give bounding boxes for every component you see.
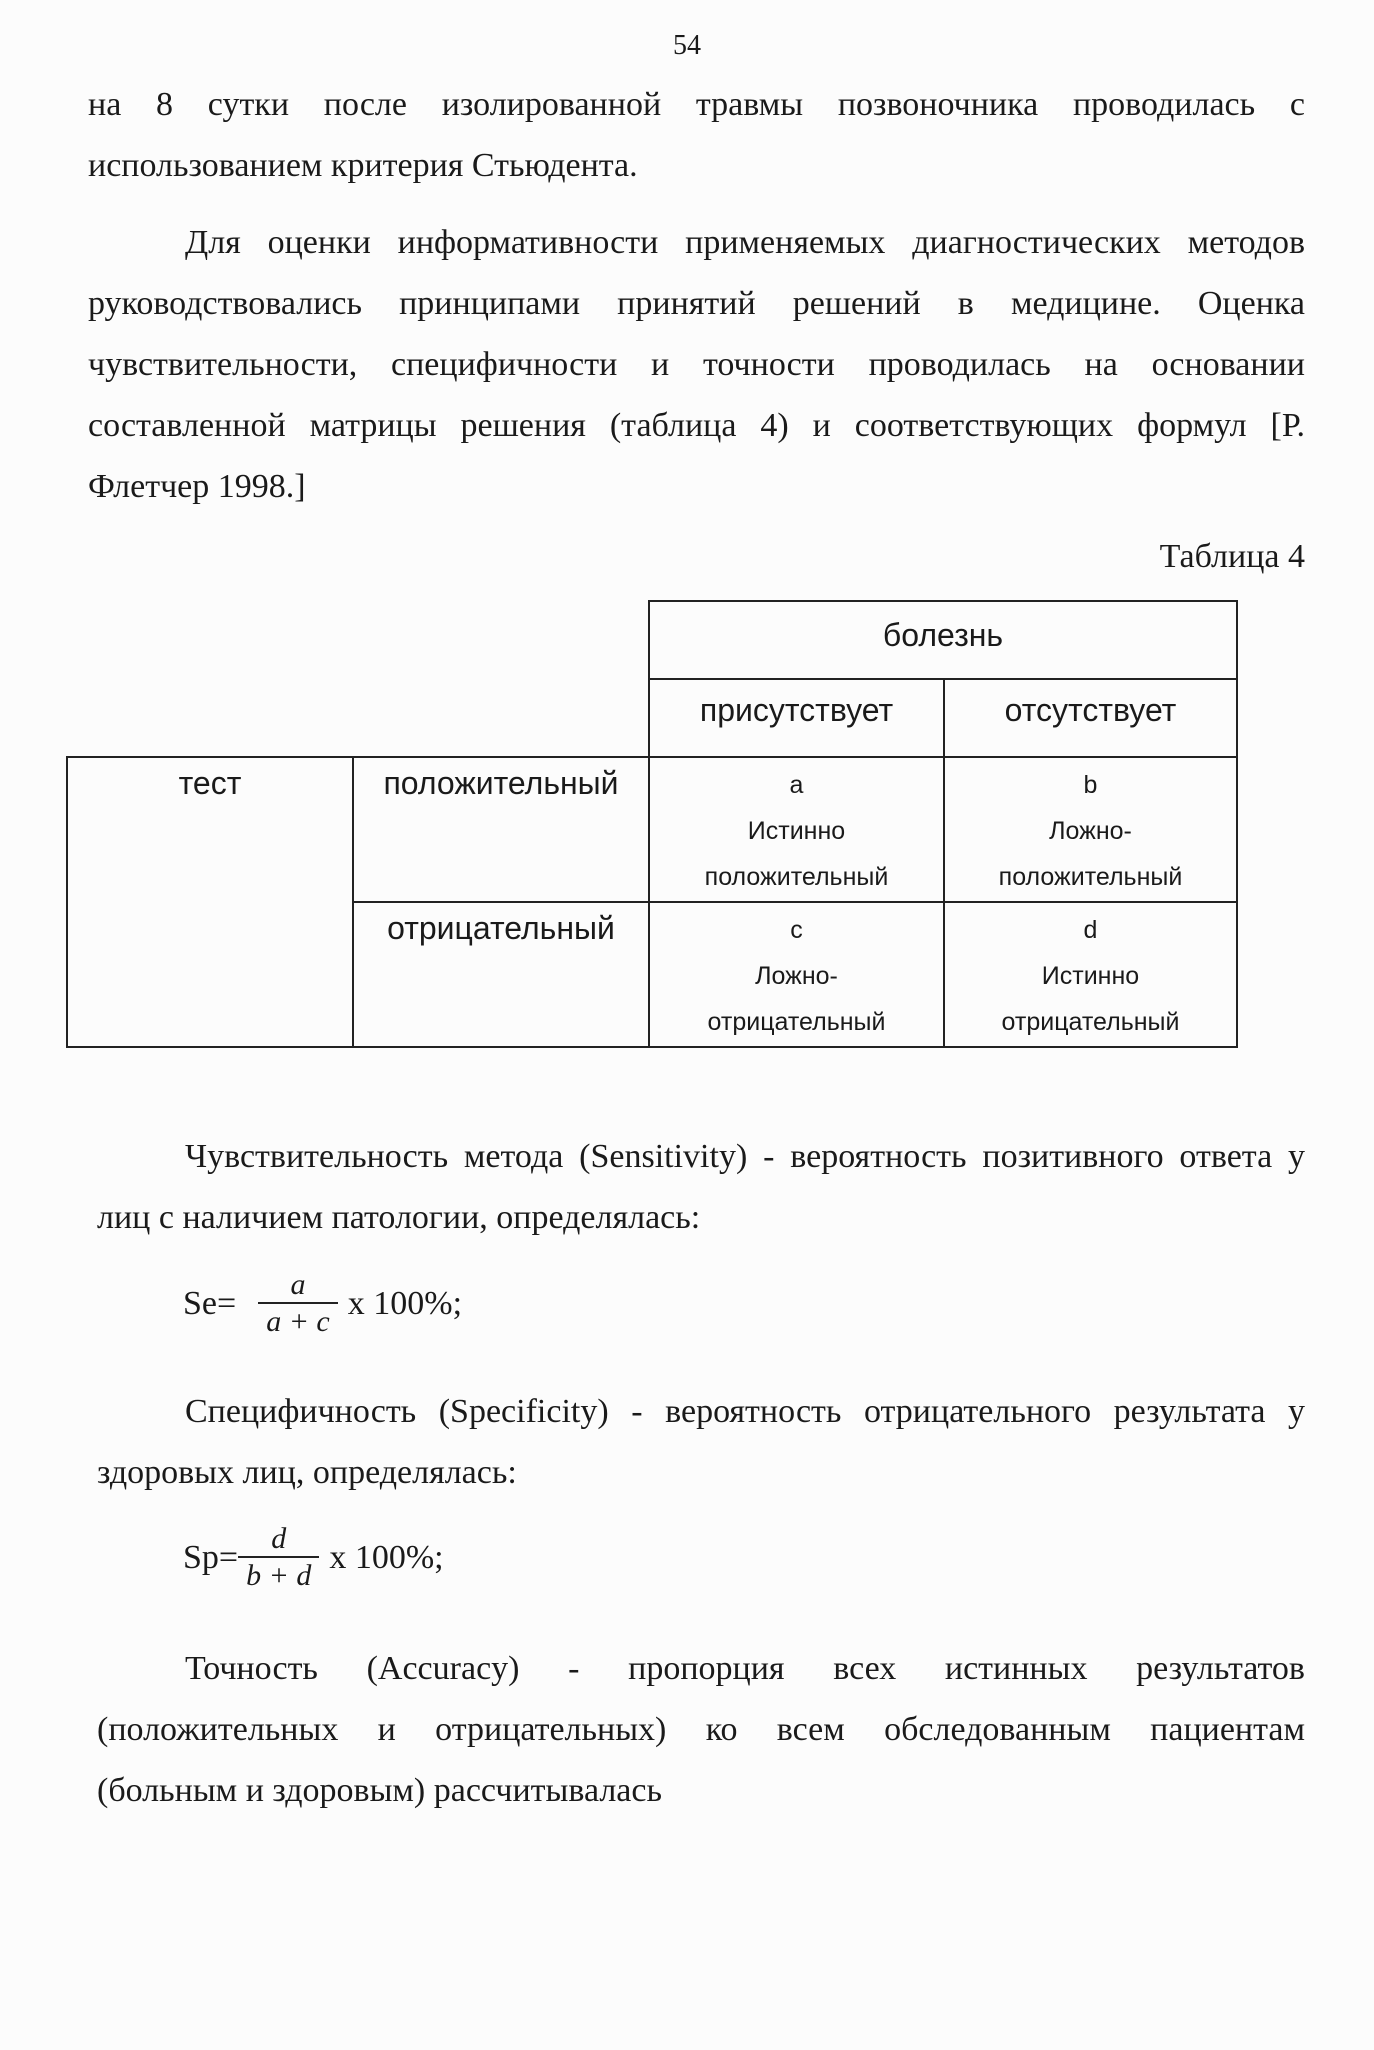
specificity-label: Sp= [183, 1539, 239, 1576]
cell-a-letter: a [789, 771, 804, 799]
header-absent-label: отсутствует [1004, 692, 1177, 728]
table-caption: Таблица 4 [1159, 538, 1305, 575]
cell-d-line2: отрицательный [1001, 1008, 1180, 1036]
cell-a-line2: положительный [704, 863, 889, 891]
header-absent [943, 678, 1238, 758]
cell-b-false-positive [943, 756, 1238, 903]
header-disease [648, 600, 1238, 680]
paragraph-methods: Для оценки информативности применяемых диагностических методов руководствовались принципами принятий решений в медицине. Оценка чувствительности, специфичности и точности проводилась на основании составленной матрицы решения (таблица 4) и соответствующих формул [Р. Флетчер 1998.] [88, 224, 1305, 505]
cell-c-line1: Ложно- [755, 962, 838, 990]
cell-a-true-positive [648, 756, 945, 903]
sensitivity-fraction [258, 1268, 338, 1340]
cell-b-line1: Ложно- [1049, 817, 1132, 845]
specificity-numerator: d [271, 1522, 287, 1555]
sensitivity-text-line2: лиц с наличием патологии, определялась: [97, 1199, 701, 1236]
cell-d-line1: Истинно [1041, 962, 1140, 990]
cell-a-line1: Истинно [747, 817, 846, 845]
specificity-formula [183, 1522, 444, 1594]
cell-c-letter: c [790, 916, 803, 944]
row-negative [352, 901, 650, 1048]
cell-c-line2: отрицательный [707, 1008, 886, 1036]
sensitivity-denominator: a + c [258, 1302, 338, 1340]
sensitivity-multiplier: x 100%; [347, 1285, 463, 1322]
specificity-fraction [238, 1522, 319, 1594]
row-test [66, 756, 354, 1048]
sensitivity-numerator: a [290, 1268, 306, 1301]
cell-c-false-negative [648, 901, 945, 1048]
row-positive [352, 756, 650, 903]
sensitivity-formula [183, 1268, 462, 1340]
paragraph-intro: на 8 сутки после изолированной травмы позвоночника проводилась с использованием критерия Стьюдента. [88, 86, 1305, 184]
row-positive-label: положительный [383, 765, 619, 801]
header-present-label: присутствует [699, 692, 894, 728]
row-negative-label: отрицательный [387, 910, 615, 946]
specificity-text-line1: Специфичность (Specificity) - вероятность отрицательного результата у [185, 1393, 1305, 1430]
cell-d-true-negative [943, 901, 1238, 1048]
cell-d-letter: d [1083, 916, 1098, 944]
header-disease-label: болезнь [882, 617, 1004, 653]
specificity-multiplier: x 100%; [329, 1539, 444, 1576]
accuracy-line1-text: Точность (Accuracy) - пропорция всех истинных результатов [185, 1650, 1305, 1687]
accuracy-text-line2: (положительных и отрицательных) ко всем обследованным пациентам [97, 1711, 1305, 1748]
header-present [648, 678, 945, 758]
row-test-label: тест [178, 765, 242, 801]
sensitivity-label: Se= [183, 1285, 237, 1322]
specificity-text-line2: здоровых лиц, определялась: [97, 1454, 517, 1491]
page-number: 54 [673, 30, 701, 61]
accuracy-text-line1 [97, 1638, 1305, 1699]
accuracy-text-line3: (больным и здоровым) рассчитывалась [97, 1772, 662, 1809]
sensitivity-text-line1: Чувствительность метода (Sensitivity) - вероятность позитивного ответа у [185, 1138, 1305, 1175]
cell-b-line2: положительный [998, 863, 1183, 891]
cell-b-letter: b [1083, 771, 1098, 799]
specificity-denominator: b + d [238, 1556, 319, 1594]
